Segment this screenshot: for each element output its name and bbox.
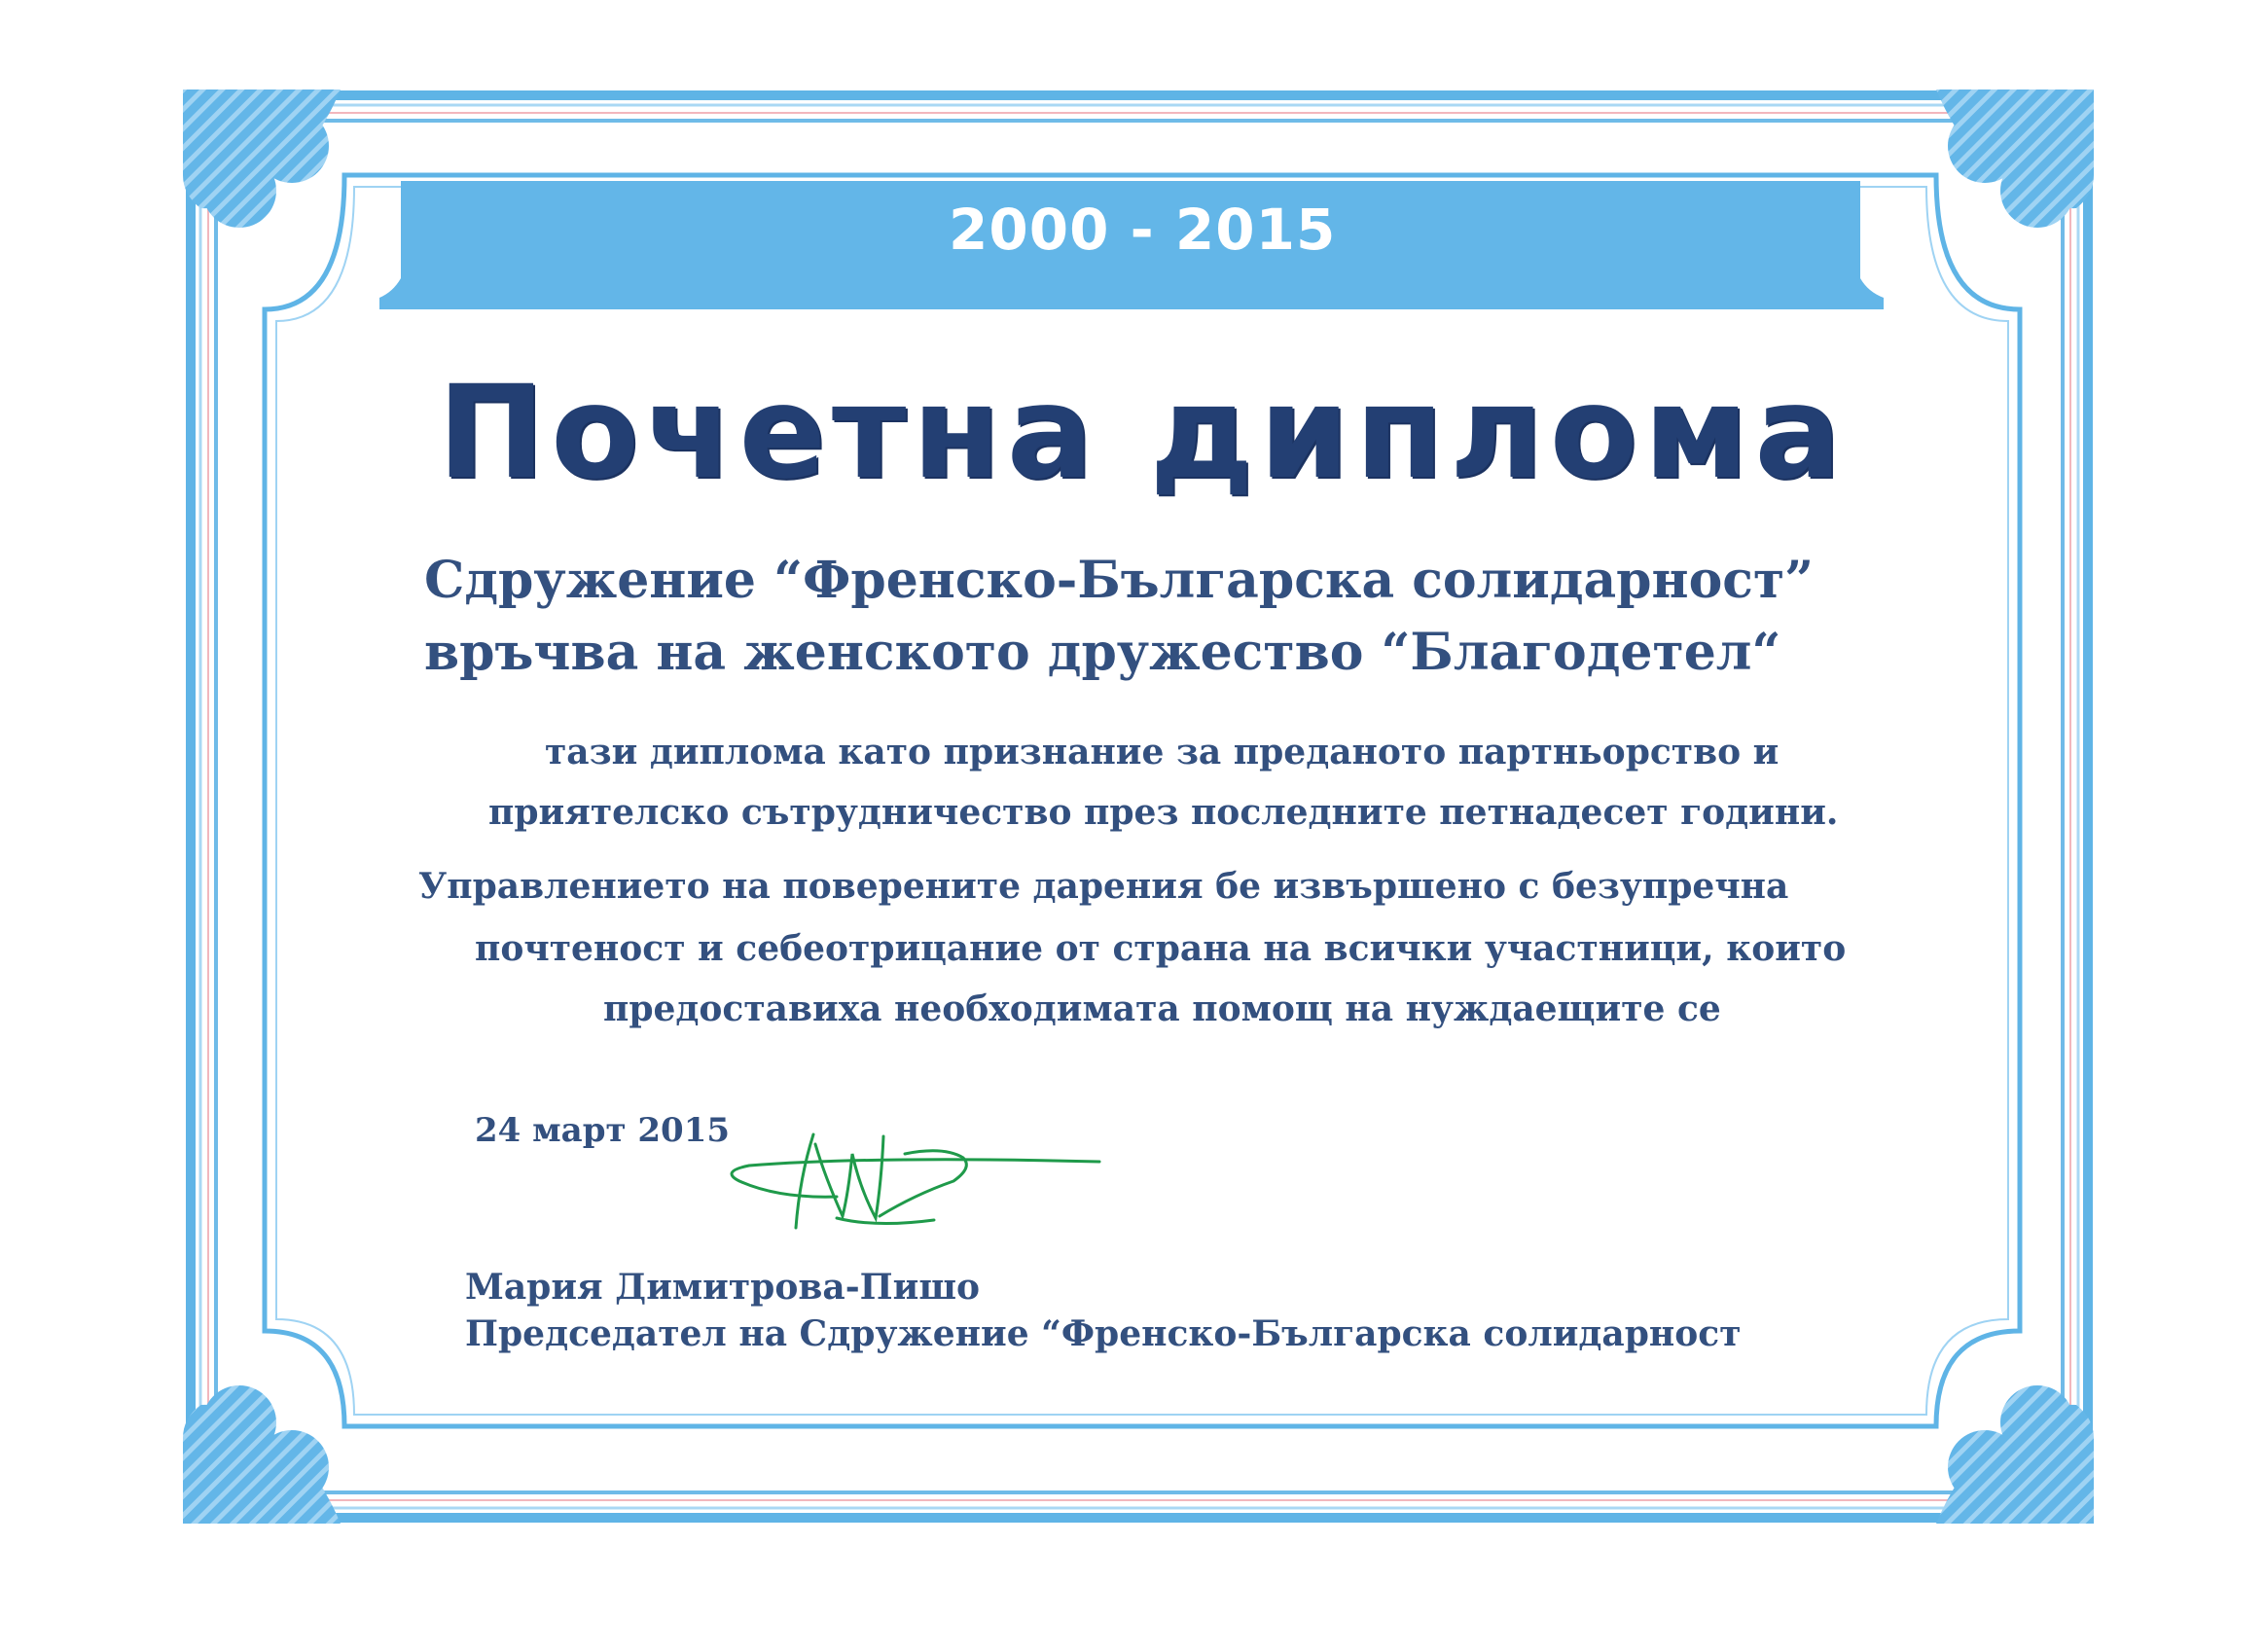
- diploma-date: 24 март 2015: [475, 1111, 731, 1150]
- signer-title: Председател на Сдружение “Френско-Българска солидарност: [465, 1313, 1742, 1354]
- diploma-title: Почетна диплома: [437, 358, 1848, 508]
- text-line-5: предоставиха необходимата помощ на нуждаещите се: [603, 988, 1721, 1029]
- corner-bottom-right-icon: [1936, 1385, 2094, 1524]
- text-line-3: Управлението на поверените дарения бе извършено с безупречна: [418, 866, 1789, 907]
- corner-top-left-icon: [183, 90, 341, 228]
- text-line-1: тази диплома като признание за преданото партньорство и: [545, 732, 1780, 772]
- text-line-4: почтеност и себеотрицание от страна на всички участници, които: [475, 928, 1847, 969]
- years-range: 2000 - 2015: [949, 197, 1337, 263]
- corner-bottom-left-icon: [183, 1385, 341, 1524]
- signature-icon: [732, 1134, 1099, 1228]
- org-line-1: Сдружение “Френско-Българска солидарност”: [424, 551, 1815, 610]
- signer-name: Мария Димитрова-Пишо: [465, 1267, 981, 1308]
- corner-top-right-icon: [1936, 90, 2094, 228]
- org-line-2: връчва на женското дружество “Благодетел“: [424, 623, 1781, 682]
- text-line-2: приятелско сътрудничество през последните петнадесет години.: [488, 792, 1839, 833]
